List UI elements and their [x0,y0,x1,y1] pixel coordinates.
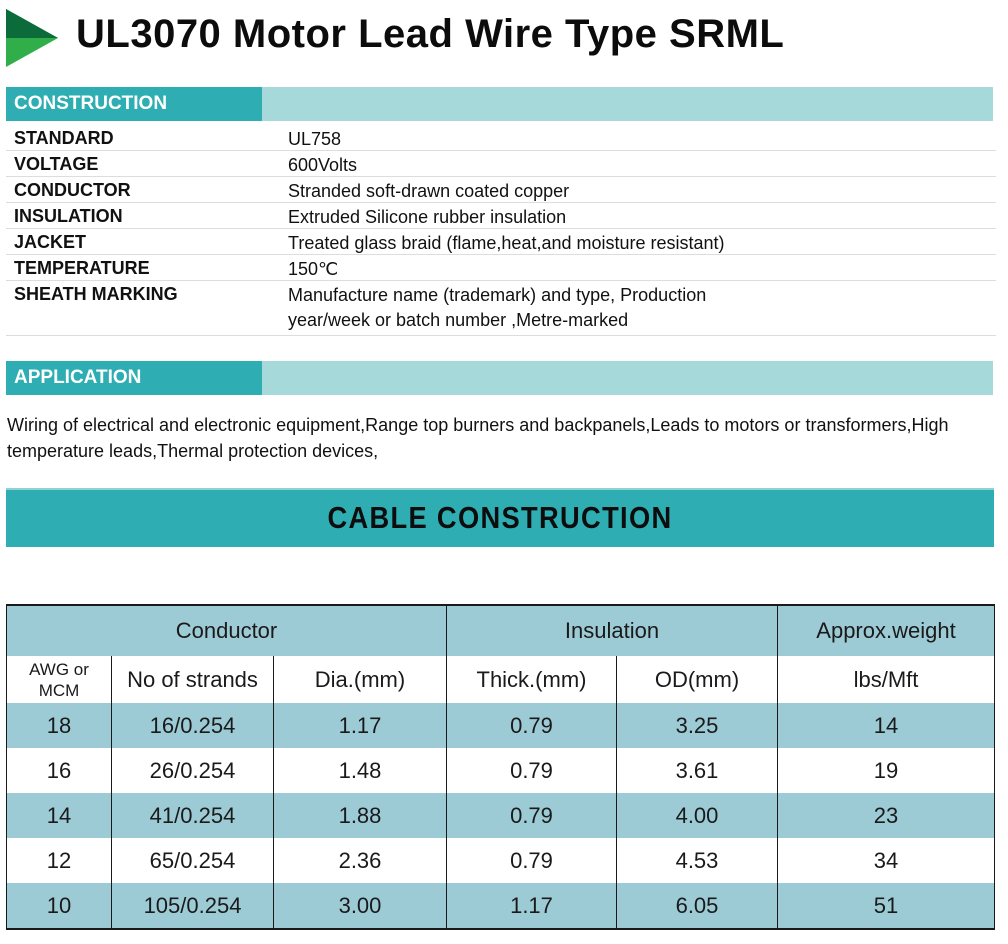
thick-cell: 0.79 [447,793,617,838]
spec-value-line: Manufacture name (trademark) and type, Production [288,285,707,305]
spec-row-sheath-marking [6,281,996,336]
awg-cell: 14 [7,793,112,838]
spec-row [6,177,996,203]
cable-construction-heading: CABLE CONSTRUCTION [327,500,673,535]
strands-cell: 41/0.254 [112,793,274,838]
spec-key: VOLTAGE [14,154,99,174]
dia-column-header: Dia.(mm) [274,656,447,703]
spec-key: SHEATH MARKING [14,284,178,304]
od-cell: 3.61 [617,748,778,793]
weight-cell: 34 [778,838,995,883]
insulation-group-header: Insulation [447,605,778,656]
cable-construction-bar [6,488,994,547]
thick-cell: 0.79 [447,748,617,793]
dia-cell: 3.00 [274,883,447,929]
od-cell: 6.05 [617,883,778,929]
strands-cell: 16/0.254 [112,703,274,748]
awg-cell: 12 [7,838,112,883]
spec-value: Stranded soft-drawn coated copper [288,181,570,201]
strands-cell: 105/0.254 [112,883,274,929]
awg-header-line: MCM [38,680,80,700]
table-group-header-row [7,605,995,656]
construction-heading: CONSTRUCTION [6,87,262,121]
strands-column-header: No of strands [112,656,274,703]
cable-construction-table [6,604,995,930]
spec-row [6,125,996,151]
table-column-header-row [7,656,995,703]
awg-cell: 18 [7,703,112,748]
table-row [7,748,995,793]
spec-key: INSULATION [14,206,123,226]
page-title: UL3070 Motor Lead Wire Type SRML [76,12,785,56]
application-heading: APPLICATION [6,361,262,395]
spec-key: JACKET [14,232,87,252]
table-row [7,703,995,748]
spec-value: 150℃ [288,259,339,279]
application-line: Wiring of electrical and electronic equipment,Range top burners and backpanels,Leads to motors or transformers,High [7,415,949,435]
play-arrow-logo-icon [6,9,58,67]
dia-cell: 1.88 [274,793,447,838]
thick-column-header: Thick.(mm) [447,656,617,703]
dia-cell: 1.48 [274,748,447,793]
spec-value: Extruded Silicone rubber insulation [288,207,567,227]
od-cell: 4.53 [617,838,778,883]
weight-column-header: lbs/Mft [778,656,995,703]
awg-header-line: AWG or [29,659,89,679]
application-line: temperature leads,Thermal protection devices, [7,441,379,461]
weight-cell: 23 [778,793,995,838]
application-section-bar [6,361,993,395]
od-column-header: OD(mm) [617,656,778,703]
construction-spec-table [6,125,996,336]
spec-row [6,255,996,281]
awg-cell: 10 [7,883,112,929]
weight-cell: 51 [778,883,995,929]
spec-key: STANDARD [14,128,114,148]
spec-key: CONDUCTOR [14,180,131,200]
spec-value: Treated glass braid (flame,heat,and moisture resistant) [288,233,725,253]
thick-cell: 1.17 [447,883,617,929]
strands-cell: 65/0.254 [112,838,274,883]
spec-row [6,203,996,229]
application-text [7,412,997,464]
construction-section-bar [6,87,993,121]
od-cell: 3.25 [617,703,778,748]
weight-cell: 14 [778,703,995,748]
thick-cell: 0.79 [447,838,617,883]
weight-group-header: Approx.weight [778,605,995,656]
od-cell: 4.00 [617,793,778,838]
spec-key: TEMPERATURE [14,258,150,278]
spec-row [6,151,996,177]
table-row [7,883,995,929]
table-row [7,838,995,883]
strands-cell: 26/0.254 [112,748,274,793]
awg-cell: 16 [7,748,112,793]
awg-column-header [7,656,112,703]
spec-value: UL758 [288,129,342,149]
spec-row [6,229,996,255]
conductor-group-header: Conductor [7,605,447,656]
thick-cell: 0.79 [447,703,617,748]
table-row [7,793,995,838]
spec-value-line: year/week or batch number ,Metre-marked [288,310,629,330]
spec-value [288,283,706,333]
spec-value: 600Volts [288,155,358,175]
weight-cell: 19 [778,748,995,793]
dia-cell: 1.17 [274,703,447,748]
dia-cell: 2.36 [274,838,447,883]
